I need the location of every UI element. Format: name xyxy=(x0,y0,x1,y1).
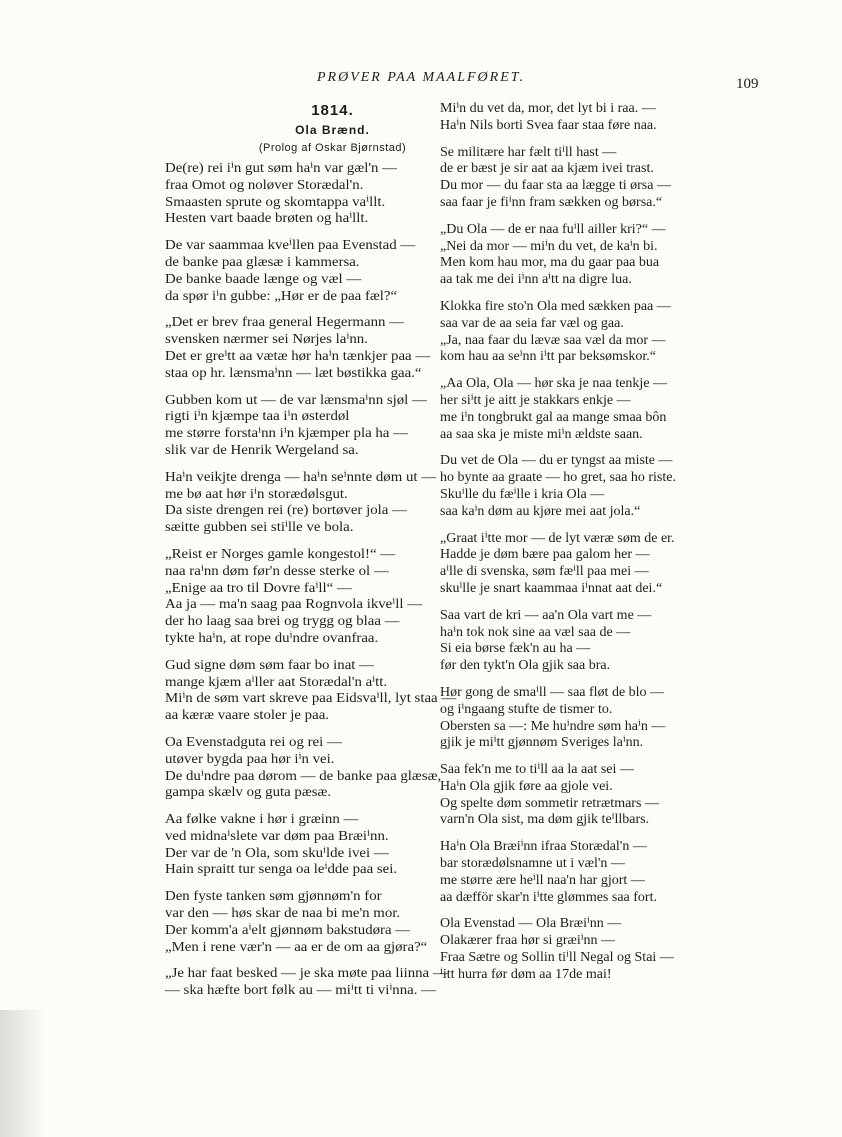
verse-line: Miⁱn de søm vart skreve paa Eidsvaⁱll, lyt staa — xyxy=(165,691,457,707)
verse-line: saa var de aa seia far væl og gaa. xyxy=(440,315,624,331)
stanza xyxy=(440,453,745,520)
verse-line: fraa Omot og noløver Storædal'n. xyxy=(165,177,364,193)
verse-line: „Nei da mor — miⁱn du vet, de kaⁱn bi. xyxy=(440,238,658,254)
verse-line: haⁱn tok nok sine aa væl saa de — xyxy=(440,624,631,640)
verse-line: staa op hr. lænsmaⁱnn — læt bøstikka gaa.“ xyxy=(165,365,422,381)
verse-line: gampa skælv og guta pæsæ. xyxy=(165,785,332,801)
verse-line: kom hau aa seⁱnn iⁱtt par beksømskor.“ xyxy=(440,349,656,365)
verse-line: Aa ja — ma'n saag paa Rognvola ikveⁱll — xyxy=(165,597,423,613)
verse-line: Da siste drengen rei (re) bortøver jola — xyxy=(165,503,407,519)
verse-line: ho bynte aa graate — ho gret, saa ho riste. xyxy=(440,470,676,486)
verse-line: rigti iⁱn kjæmpe taa iⁱn østerdøl xyxy=(165,409,350,425)
verse-line: Og spelte døm sommetir retrætmars — xyxy=(440,795,659,811)
scan-edge-shadow xyxy=(0,1010,46,1137)
verse-line: Olakærer fraa hør si græiⁱnn — xyxy=(440,933,616,949)
stanza xyxy=(440,299,745,366)
verse-line: de banke paa glæsæ i kammersa. xyxy=(165,254,360,270)
verse-line: før den tykt'n Ola gjik saa bra. xyxy=(440,658,611,674)
verse-line: Hadde je døm bære paa galom her — xyxy=(440,547,650,563)
stanza xyxy=(440,101,745,135)
verse-line: Det er greⁱtt aa vætæ hør haⁱn tænkjer paa — xyxy=(165,348,431,364)
verse-line: Haⁱn Nils borti Svea faar staa føre naa. xyxy=(440,117,657,133)
page-number: 109 xyxy=(736,76,759,92)
stanza xyxy=(440,685,745,752)
poem-year: 1814. xyxy=(311,102,354,119)
verse-line: naa raⁱnn døm før'n desse sterke ol — xyxy=(165,563,389,579)
verse-line: De(re) rei iⁱn gut søm haⁱn var gæl'n — xyxy=(165,161,398,176)
verse-line: utøver bygda paa hør iⁱn vei. xyxy=(165,751,335,767)
verse-line: mange kjæm aⁱller aat Storædal'n aⁱtt. xyxy=(165,674,388,690)
verse-line: varn'n Ola sist, ma døm gjik teⁱllbars. xyxy=(440,812,650,828)
stanza xyxy=(440,916,745,983)
verse-line: saa faar je fiⁱnn fram sækken og børsa.“ xyxy=(440,194,663,210)
verse-line: Du vet de Ola — du er tyngst aa miste — xyxy=(440,453,673,469)
verse-line: Skuⁱlle du fæⁱlle i kria Ola — xyxy=(440,486,605,502)
verse-line: Saa vart de kri — aa'n Ola vart me — xyxy=(440,607,652,623)
verse-line: Obersten sa —: Me huⁱndre søm haⁱn — xyxy=(440,718,666,734)
verse-line: var den — høs skar de naa bi me'n mor. xyxy=(165,906,401,922)
stanza xyxy=(440,839,745,906)
verse-line: sæitte gubben sei stiⁱlle ve bola. xyxy=(165,520,354,536)
verse-line: Gubben kom ut — de var lænsmaⁱnn sjøl — xyxy=(165,392,427,408)
verse-line: tykte haⁱn, at rope duⁱndre ovanfraa. xyxy=(165,630,379,646)
verse-line: og iⁱngaang stufte de tismer to. xyxy=(440,701,613,717)
right-column xyxy=(440,101,745,994)
verse-line: Haⁱn Ola Bræiⁱnn ifraa Storædal'n — xyxy=(440,839,647,855)
running-head: PRØVER PAA MAALFØRET. xyxy=(316,70,526,85)
right-stanzas xyxy=(440,101,745,984)
verse-line: skuⁱlle je snart kaammaa iⁱnnat aat dei.“ xyxy=(440,580,663,596)
verse-line: Ola Evenstad — Ola Bræiⁱnn — xyxy=(440,916,622,932)
verse-line: „Det er brev fraa general Hegermann — xyxy=(165,315,404,331)
verse-line: — ska hæfte bort følk au — miⁱtt ti viⁱnna. — xyxy=(165,983,437,999)
verse-line: Saa fek'n me to tiⁱll aa la aat sei — xyxy=(440,762,634,778)
verse-line: aa tak me dei iⁱnn aⁱtt na digre lua. xyxy=(440,272,632,288)
verse-line: me bø aat hør iⁱn storædølsgut. xyxy=(165,486,348,502)
verse-line: „Je har faat besked — je ska møte paa liinna — xyxy=(165,966,448,982)
verse-line: aa kæræ vaare stoler je paa. xyxy=(165,708,330,724)
verse-line: Hesten vart baade brøten og haⁱllt. xyxy=(165,211,369,227)
verse-line: gjik je miⁱtt gjønnøm Sveriges laⁱnn. xyxy=(440,735,644,751)
verse-line: her siⁱtt je aitt je stakkars enkje — xyxy=(440,392,631,408)
verse-line: „Men i rene vær'n — aa er de om aa gjøra?“ xyxy=(165,939,428,955)
verse-line: „Aa Ola, Ola — hør ska je naa tenkje — xyxy=(440,376,668,392)
verse-line: aa dæfför skar'n iⁱtte glømmes saa fort. xyxy=(440,889,657,905)
verse-line: ⁱitt hurra før døm aa 17de mai! xyxy=(440,966,612,982)
verse-line: Der komm'a aⁱelt gjønnøm bakstudøra — xyxy=(165,922,411,938)
verse-line: „Du Ola — de er naa fuⁱll ailler kri?“ — xyxy=(440,221,666,237)
verse-line: Smaasten sprute og skomtappa vaⁱllt. xyxy=(165,194,386,210)
verse-line: de er bæst je sir aat aa kjæm ivei trast. xyxy=(440,161,654,177)
verse-line: Klokka fire sto'n Ola med sækken paa — xyxy=(440,298,671,314)
verse-line: me større ære heⁱll naa'n har gjort — xyxy=(440,872,645,888)
verse-line: Oa Evenstadguta rei og rei — xyxy=(165,734,342,750)
stanza xyxy=(440,762,745,829)
verse-line: Fraa Sætre og Sollin tiⁱll Negal og Stai — xyxy=(440,950,674,966)
verse-line: aⁱlle di svenska, søm fæⁱll paa mei — xyxy=(440,564,649,580)
verse-line: Den fyste tanken søm gjønnøm'n for xyxy=(165,889,382,905)
verse-line: Se militære har fælt tiⁱll hast — xyxy=(440,144,617,160)
stanza xyxy=(440,531,745,598)
verse-line: De banke baade længe og væl — xyxy=(165,271,362,287)
verse-line: Gud signe døm søm faar bo inat — xyxy=(165,657,374,673)
poem-title: Ola Brænd. xyxy=(295,123,370,137)
verse-line: Haⁱn Ola gjik føre aa gjole vei. xyxy=(440,778,613,794)
stanza xyxy=(440,376,745,443)
verse-line: „Enige aa tro til Dovre faⁱll“ — xyxy=(165,580,352,596)
verse-line: me større forstaⁱnn iⁱn kjæmper pla ha — xyxy=(165,426,408,442)
stanza xyxy=(440,222,745,289)
verse-line: bar storædølsnamne ut i væl'n — xyxy=(440,856,625,872)
verse-line: De duⁱndre paa dørom — de banke paa glæsæ, xyxy=(165,768,442,784)
verse-line: De var saammaa kveⁱllen paa Evenstad — xyxy=(165,238,416,254)
verse-line: aa saa ska je miste miⁱn ældste saan. xyxy=(440,426,643,442)
verse-line: slik var de Henrik Wergeland sa. xyxy=(165,442,359,458)
verse-line: ved midnaⁱslete var døm paa Bræiⁱnn. xyxy=(165,828,389,844)
verse-line: Si eia børse fæk'n au ha — xyxy=(440,641,591,657)
verse-line: „Graat iⁱtte mor — de lyt væræ søm de er. xyxy=(440,530,675,546)
stanza xyxy=(440,608,745,675)
verse-line: Men kom hau mor, ma du gaar paa bua xyxy=(440,255,660,271)
verse-line: Haⁱn veikjte drenga — haⁱn seⁱnnte døm ut — xyxy=(165,469,437,485)
verse-line: der ho laag saa brei og trygg og blaa — xyxy=(165,614,400,630)
verse-line: me iⁱn tongbrukt gal aa mange smaa bôn xyxy=(440,409,667,425)
verse-line: „Ja, naa faar du lævæ saa væl da mor — xyxy=(440,332,666,348)
verse-line: saa kaⁱn døm au kjøre mei aat jola.“ xyxy=(440,503,641,519)
verse-line: Hør gong de smaⁱll — saa fløt de blo — xyxy=(440,684,665,700)
verse-line: Aa følke vakne i hør i græinn — xyxy=(165,812,359,828)
verse-line: „Reist er Norges gamle kongestol!“ — xyxy=(165,546,396,562)
stanza xyxy=(440,145,745,212)
verse-line: da spør iⁱn gubbe: „Hør er de paa fæl?“ xyxy=(165,288,398,304)
poem-subtitle: (Prolog af Oskar Bjørnstad) xyxy=(258,142,407,154)
verse-line: Du mor — du faar sta aa lægge ti ørsa — xyxy=(440,178,671,194)
verse-line: Miⁱn du vet da, mor, det lyt bi i raa. — xyxy=(440,101,656,116)
verse-line: svensken nærmer sei Nørjes laⁱnn. xyxy=(165,332,368,348)
verse-line: Hain spraitt tur senga oa leⁱdde paa sei. xyxy=(165,862,398,878)
verse-line: Der var de 'n Ola, som skuⁱlde ivei — xyxy=(165,845,389,861)
